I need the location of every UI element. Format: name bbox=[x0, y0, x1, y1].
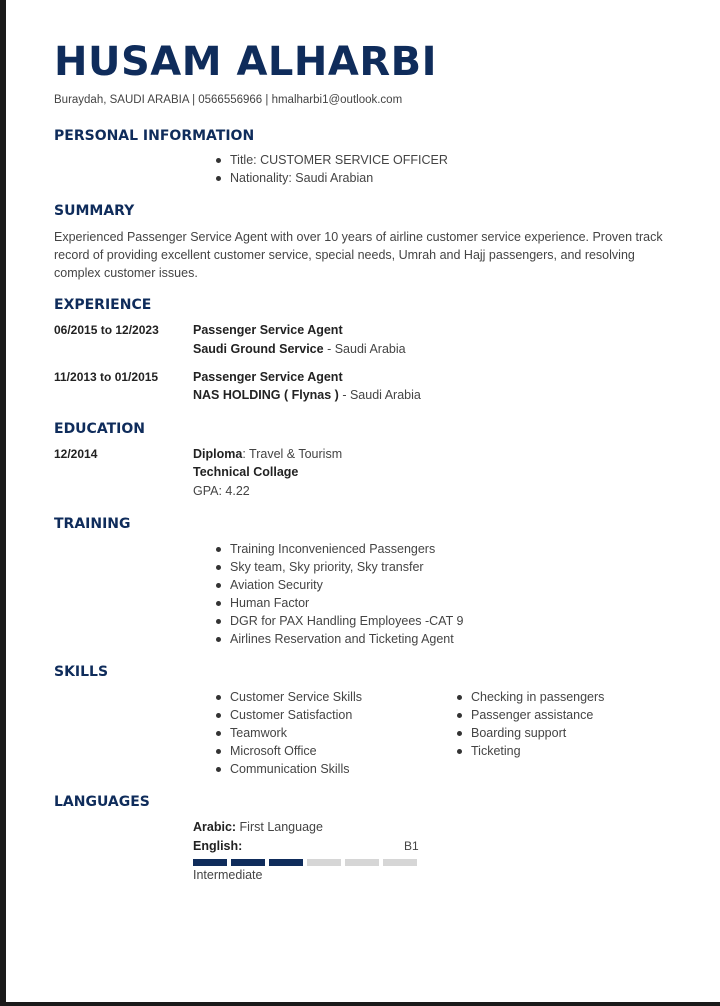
section-title-training: TRAINING bbox=[54, 516, 131, 532]
language-english-level-bar bbox=[193, 859, 417, 866]
section-title-languages: LANGUAGES bbox=[54, 794, 150, 810]
degree-value: : Travel & Tourism bbox=[242, 447, 343, 461]
level-segment bbox=[383, 859, 417, 866]
training-item: Sky team, Sky priority, Sky transfer bbox=[216, 558, 463, 576]
resume-page bbox=[6, 0, 720, 1002]
job-role: Passenger Service Agent bbox=[193, 370, 343, 384]
job-company: NAS HOLDING ( Flynas ) bbox=[193, 388, 339, 402]
skill-item: Boarding support bbox=[457, 724, 604, 742]
language-arabic-label: Arabic: bbox=[193, 820, 237, 834]
language-english-level-code: B1 bbox=[404, 839, 419, 853]
level-segment bbox=[231, 859, 265, 866]
skills-list-right bbox=[457, 688, 604, 760]
skill-item: Customer Service Skills bbox=[216, 688, 362, 706]
level-segment bbox=[345, 859, 379, 866]
job-location: - Saudi Arabia bbox=[323, 342, 406, 356]
contact-line: Buraydah, SAUDI ARABIA | 0566556966 | hmalharbi1@outlook.com bbox=[54, 94, 403, 106]
training-item: DGR for PAX Handling Employees -CAT 9 bbox=[216, 612, 463, 630]
language-english-label: English: bbox=[193, 839, 243, 853]
section-title-skills: SKILLS bbox=[54, 664, 109, 680]
education-school: Technical Collage bbox=[193, 465, 299, 479]
section-title-education: EDUCATION bbox=[54, 421, 145, 437]
skill-item: Checking in passengers bbox=[457, 688, 604, 706]
candidate-name: HUSAM ALHARBI bbox=[54, 39, 438, 85]
job-employer bbox=[193, 342, 406, 356]
degree-label: Diploma bbox=[193, 447, 243, 461]
job-role: Passenger Service Agent bbox=[193, 323, 343, 337]
skill-item: Microsoft Office bbox=[216, 742, 362, 760]
section-title-personal: PERSONAL INFORMATION bbox=[54, 128, 255, 144]
language-english-level-text: Intermediate bbox=[193, 868, 263, 882]
level-segment bbox=[269, 859, 303, 866]
skill-item: Passenger assistance bbox=[457, 706, 604, 724]
education-date: 12/2014 bbox=[54, 447, 98, 461]
training-item: Training Inconvenienced Passengers bbox=[216, 540, 463, 558]
job-location: - Saudi Arabia bbox=[338, 388, 421, 402]
job-dates: 11/2013 to 01/2015 bbox=[54, 370, 159, 384]
training-list bbox=[216, 540, 463, 648]
job-dates: 06/2015 to 12/2023 bbox=[54, 323, 159, 337]
training-item: Airlines Reservation and Ticketing Agent bbox=[216, 630, 463, 648]
personal-item-nationality: Nationality: Saudi Arabian bbox=[216, 169, 448, 187]
training-item: Human Factor bbox=[216, 594, 463, 612]
education-gpa: GPA: 4.22 bbox=[193, 484, 250, 498]
summary-text: Experienced Passenger Service Agent with over 10 years of airline customer service experience. Proven track record of providing excellent customer service, special needs, Umrah and Hajj passengers, and resolving complex customer issues. bbox=[54, 230, 663, 280]
skill-item: Teamwork bbox=[216, 724, 362, 742]
personal-item-title: Title: CUSTOMER SERVICE OFFICER bbox=[216, 151, 448, 169]
skill-item: Customer Satisfaction bbox=[216, 706, 362, 724]
job-employer bbox=[193, 388, 421, 402]
education-degree bbox=[193, 447, 342, 461]
personal-list bbox=[216, 151, 448, 187]
level-segment bbox=[307, 859, 341, 866]
skill-item: Communication Skills bbox=[216, 760, 362, 778]
training-item: Aviation Security bbox=[216, 576, 463, 594]
level-segment bbox=[193, 859, 227, 866]
section-title-summary: SUMMARY bbox=[54, 203, 135, 219]
skills-list-left bbox=[216, 688, 362, 778]
skill-item: Ticketing bbox=[457, 742, 604, 760]
section-title-experience: EXPERIENCE bbox=[54, 297, 152, 313]
language-arabic-value: First Language bbox=[236, 820, 323, 834]
language-arabic bbox=[193, 820, 323, 834]
job-company: Saudi Ground Service bbox=[193, 342, 324, 356]
